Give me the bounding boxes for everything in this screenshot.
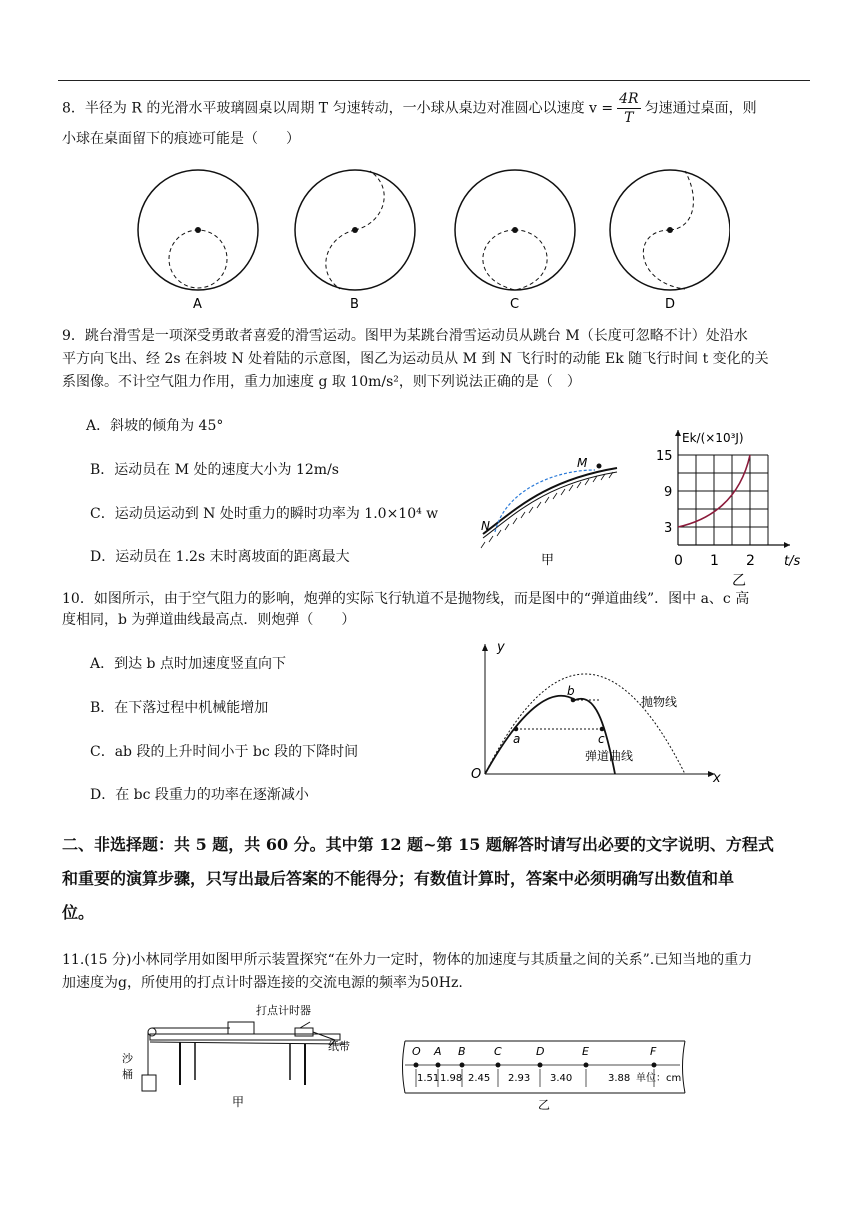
q9-option-a: A．斜坡的倾角为 45° xyxy=(86,418,224,434)
q10-label-c: c xyxy=(598,732,605,746)
q10-option-d: D．在 bc 段重力的功率在逐渐减小 xyxy=(90,787,309,803)
q11-point-o: O xyxy=(412,1045,421,1058)
q9-yi-xlabel: t/s xyxy=(784,554,801,569)
q9-option-c: C．运动员运动到 N 处时重力的瞬时功率为 1.0×10⁴ w xyxy=(90,506,439,522)
q11-label-bucket2: 桶 xyxy=(122,1068,133,1081)
q9-xtick-0: 0 xyxy=(674,553,683,569)
q8-figure xyxy=(130,168,730,318)
q11-point-a: A xyxy=(434,1045,442,1058)
tape-dot xyxy=(538,1063,543,1068)
q8-fraction: $\frac{4R}{T}$ xyxy=(619,91,639,126)
q9-caption-jia: 甲 xyxy=(541,553,555,568)
q8-label-c: C xyxy=(510,297,520,312)
q8-line1: 8．半径为 R 的光滑水平玻璃圆桌以周期 T 匀速转动，一小球从桌边对准圆心以速度 v = $\frac{4R}{T}$ 匀速通过桌面，则 xyxy=(62,91,757,126)
q10-label-parabola: 抛物线 xyxy=(641,695,678,709)
q8-label-d: D xyxy=(665,297,676,312)
q9-line2: 平方向飞出、经 2s 在斜坡 N 处着陆的示意图，图乙为运动员从 M 到 N 飞行时的动能 Ek 随飞行时间 t 变化的关 xyxy=(62,351,769,367)
q11-label-tape: 纸带 xyxy=(328,1040,350,1053)
q9-line1: 9．跳台滑雪是一项深受勇敢者喜爱的滑雪运动。图甲为某跳台滑雪运动员从跳台 M（长度可忽略不计）处沿水 xyxy=(62,328,748,344)
tape-dot xyxy=(436,1063,441,1068)
q10-label-b: b xyxy=(567,684,575,698)
q9-figure-yi xyxy=(640,420,810,590)
q11-label-bucket1: 沙 xyxy=(122,1052,133,1065)
q11-dist-ab: 1.98 xyxy=(440,1073,463,1084)
q10-label-a: a xyxy=(513,732,521,746)
q11-unit: 单位：cm xyxy=(636,1073,682,1084)
tape-dot xyxy=(652,1063,657,1068)
q9-option-b: B．运动员在 M 处的速度大小为 12m/s xyxy=(90,462,339,478)
q11-caption-jia: 甲 xyxy=(232,1095,245,1109)
q10-figure xyxy=(465,632,730,787)
q11-point-f: F xyxy=(650,1045,657,1058)
header-rule xyxy=(58,80,810,81)
q11-dist-oa: 1.51 xyxy=(417,1073,440,1084)
q11-label-timer: 打点计时器 xyxy=(256,1004,311,1017)
q10-line2: 度相同，b 为弹道曲线最高点．则炮弹（ ） xyxy=(62,612,356,628)
tape-dot xyxy=(496,1063,501,1068)
q10-option-c: C．ab 段的上升时间小于 bc 段的下降时间 xyxy=(90,744,359,760)
q9-option-d: D．运动员在 1.2s 末时离坡面的距离最大 xyxy=(90,549,350,565)
q8-option-c-diagram xyxy=(455,170,575,290)
tape-dot xyxy=(460,1063,465,1068)
q11-dist-cd: 2.93 xyxy=(508,1073,531,1084)
q11-line2: 加速度为g，所使用的打点计时器连接的交流电源的频率为50Hz. xyxy=(62,975,463,991)
q9-grid xyxy=(678,455,768,545)
q8-label-a: A xyxy=(193,297,202,312)
q9-ytick-15: 15 xyxy=(656,449,673,464)
q11-dist-bc: 2.45 xyxy=(468,1073,491,1084)
q11-point-e: E xyxy=(582,1045,589,1058)
q9-line3: 系图像。不计空气阻力作用，重力加速度 g 取 10m/s²，则下列说法正确的是（ ） xyxy=(62,374,581,390)
q9-label-m: M xyxy=(577,456,588,470)
q10-label-x: x xyxy=(713,771,721,786)
q9-ytick-9: 9 xyxy=(664,485,673,500)
q10-label-o: O xyxy=(471,767,482,782)
q11-caption-yi: 乙 xyxy=(538,1098,551,1112)
q10-label-trajectory: 弹道曲线 xyxy=(585,749,634,763)
q10-label-y: y xyxy=(497,640,505,655)
q8-option-a-diagram xyxy=(138,170,258,290)
tape-dot xyxy=(414,1063,419,1068)
section2-line2: 和重要的演算步骤，只写出最后答案的不能得分；有数值计算时，答案中必须明确写出数值和单 xyxy=(62,869,735,888)
q8-option-b-diagram xyxy=(295,170,415,290)
q9-figure-jia xyxy=(475,450,625,570)
q11-point-d: D xyxy=(536,1045,545,1058)
q11-point-b: B xyxy=(458,1045,466,1058)
section2-line3: 位。 xyxy=(62,903,95,922)
q10-option-a: A．到达 b 点时加速度竖直向下 xyxy=(90,656,286,672)
q10-line1: 10．如图所示，由于空气阻力的影响，炮弹的实际飞行轨道不是抛物线，而是图中的“弹道曲线”．图中 a、c 高 xyxy=(62,591,750,607)
q8-option-d-diagram xyxy=(610,170,730,290)
q8-line2: 小球在桌面留下的痕迹可能是（ ） xyxy=(62,131,300,147)
q11-line1: 11.(15 分)小林同学用如图甲所示装置探究“在外力一定时，物体的加速度与其质量之间的关系”.已知当地的重力 xyxy=(62,952,753,968)
q10-option-b: B．在下落过程中机械能增加 xyxy=(90,700,269,716)
q11-dist-ef: 3.88 xyxy=(608,1073,631,1084)
q11-point-c: C xyxy=(494,1045,502,1058)
tape-dot xyxy=(584,1063,589,1068)
q11-dist-de: 3.40 xyxy=(550,1073,573,1084)
q9-xtick-1: 1 xyxy=(710,553,719,569)
q9-yi-ylabel: Ek/(×10³J) xyxy=(682,431,744,445)
section2-line1: 二、非选择题：共 5 题，共 60 分。其中第 12 题~第 15 题解答时请写出必要的文字说明、方程式 xyxy=(62,835,774,854)
q9-caption-yi: 乙 xyxy=(732,573,746,589)
q9-ytick-3: 3 xyxy=(664,521,673,536)
q9-label-n: N xyxy=(481,519,490,533)
q11-figure-yi xyxy=(400,1035,700,1115)
q8-label-b: B xyxy=(350,297,359,312)
q9-xtick-2: 2 xyxy=(746,553,755,569)
q11-figure-jia xyxy=(120,1000,370,1115)
